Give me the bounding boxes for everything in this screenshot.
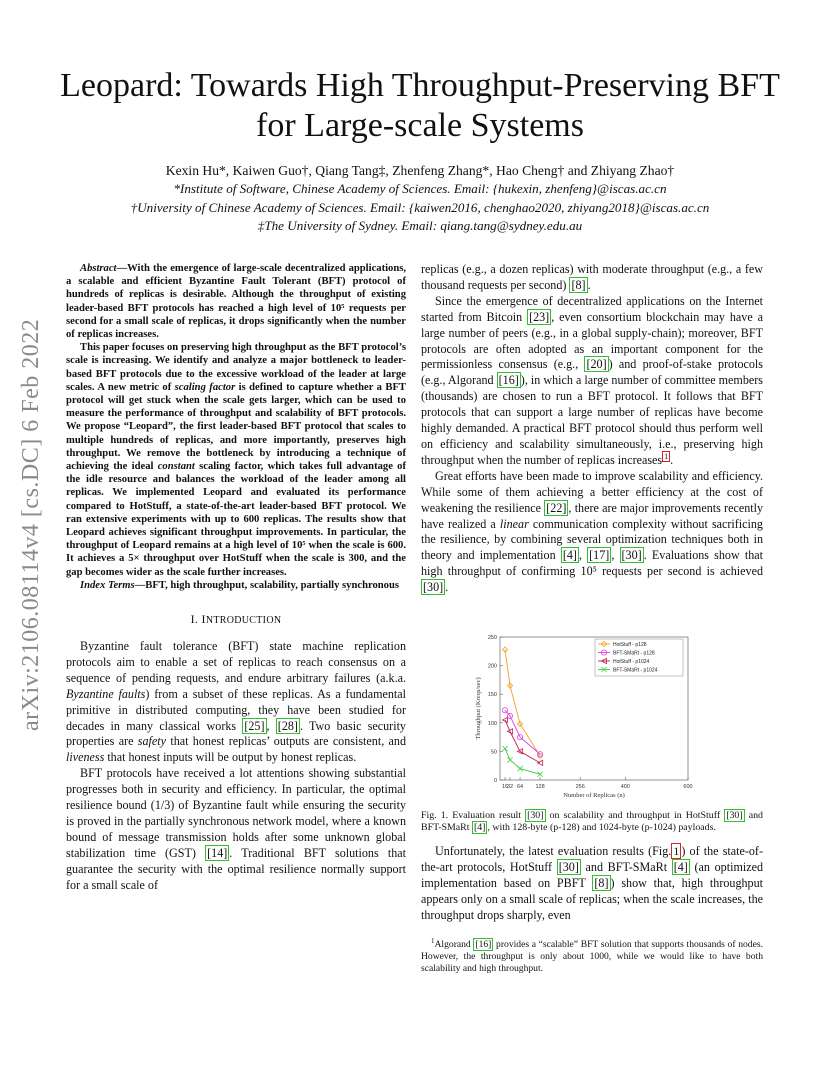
intro-em: safety — [137, 734, 167, 749]
footnote-link[interactable]: 1 — [664, 451, 669, 461]
abstract-text-1: —With the emergence of large-scale decentralized applications, a scalable and efficient Byzantine Fault Tolerant (BFT) protocol of hundreds of replicas is desirable. Although the throughput of existing leader-based BFT protocols has reached a high level of 10⁵ requests per second for a small scale of replicas, it drops significantly when the number of replicas increases. — [66, 263, 406, 341]
caption-text: on scalability and throughput in HotStuff — [545, 810, 725, 821]
body-text: Great efforts have been made to improve scalability and efficiency. While some of them achieving a better efficiency at the cost of weakening the resilience — [421, 468, 763, 515]
footnote-mark: 1 — [431, 937, 435, 945]
caption-text: and BFT-SMaRt — [421, 810, 763, 834]
y-tick-label: 250 — [487, 635, 497, 641]
left-column — [66, 262, 406, 893]
intro-paragraph-2 — [66, 766, 406, 893]
affiliation-iscas: *Institute of Software, Chinese Academy of Sciences. Email: {hukexin, zhenfeng}@iscas.ac.cn — [173, 181, 667, 196]
x-tick-label: 64 — [516, 784, 524, 790]
x-tick-label: 32 — [506, 784, 514, 790]
y-axis-label: Throughput (Kreqs/sec) — [475, 677, 482, 740]
footnote-body: provides a “scalable” BFT solution that supports thousands of nodes. However, the throughput is only about 1000, while we would like to have both scalability and high throughput. — [421, 939, 763, 975]
legend-label: BFT-SMaRt - p1024 — [613, 667, 658, 674]
body-text: . Evaluations show that high throughput of confirming 10⁵ requests per second is achieved — [421, 548, 764, 579]
right-paragraph-2 — [421, 469, 763, 596]
body-text: . — [670, 452, 674, 467]
citation-link[interactable]: [25] — [244, 718, 265, 733]
citation-link[interactable]: [30] — [527, 810, 544, 821]
right-paragraph-0 — [421, 262, 763, 294]
abstract-em-2: constant — [157, 461, 195, 473]
x-tick-label: 128 — [535, 784, 545, 790]
citation-link[interactable]: [16] — [498, 373, 519, 388]
title-line-2: for Large-scale Systems — [256, 107, 584, 144]
legend-label: HotStuff - p1024 — [613, 659, 650, 665]
body-text: communication complexity without sacrificing the resilience, by combining several optimization techniques both in theory and implementation — [421, 516, 763, 563]
right-paragraph-1 — [421, 294, 763, 469]
citation-link[interactable]: [30] — [558, 859, 579, 874]
y-tick-label: 200 — [487, 663, 497, 670]
body-text: ), in which a large number of committee members (thousands) are chosen to run a BFT protocol. It follows that BFT protocols that can support a large number of replicas have become highly demanded. A practical BFT protocol should thus perform well on efficiency and scalability simultaneously, i.e., preserving high throughput when the number of replicas increases — [421, 373, 763, 467]
abstract — [66, 262, 406, 592]
x-axis-label: Number of Replicas (n) — [563, 792, 625, 799]
intro-em: Byzantine faults — [66, 686, 146, 701]
y-tick-label: 50 — [490, 749, 497, 756]
body-text: . — [445, 580, 449, 595]
citation-link[interactable]: [22] — [546, 500, 567, 515]
abstract-label: Abstract — [80, 263, 117, 274]
abstract-text-2a: This paper focuses on preserving high throughput as the BFT protocol’s scale is increasing. We identify and analyze a major bottleneck to leader-based BFT protocols due to the excessive workload of the leader at large scales. A new metric of — [66, 342, 406, 393]
y-tick-label: 150 — [487, 692, 497, 699]
citation-link[interactable]: [30] — [726, 810, 743, 821]
caption-text: Fig. 1. Evaluation result — [421, 810, 526, 821]
citation-link[interactable]: [30] — [423, 580, 444, 595]
x-tick-label: 256 — [575, 784, 585, 790]
body-text: (an optimized implementation based on PBFT — [421, 859, 763, 890]
citation-link[interactable]: [14] — [207, 845, 228, 860]
body-text: . — [587, 277, 591, 292]
affiliation-sydney: ‡The University of Sydney. Email: qiang.tang@sydney.edu.au — [257, 218, 583, 233]
body-text: , even consortium blockchain may have a large number of peers (e.g., in a global supply-chain); moreover, BFT protocols are often adopted as an important component for the permissionless consensus (e.g., — [421, 309, 763, 372]
intro-text: that honest replicas’ outputs are consistent, and — [166, 734, 407, 749]
footnote-text — [421, 935, 763, 975]
intro-em: liveness — [66, 750, 105, 765]
figure-link[interactable]: 1 — [673, 844, 680, 858]
body-text: Unfortunately, the latest evaluation results (Fig. — [435, 844, 672, 858]
y-tick-label: 0 — [493, 778, 497, 784]
abstract-em-1: scaling factor — [174, 381, 236, 393]
intro-text: BFT protocols have received a lot attentions showing substantial progresses both in security and efficiency. In particular, the optimal resilience bound (1/3) of Byzantine fault while ensuring the security is proved in the partially synchronous network model, where a known bound of message transmission holds after some unknown global stabilization time (GST) — [66, 766, 406, 860]
body-text: replicas (e.g., a dozen replicas) with moderate throughput (e.g., a few thousand requests per second) — [421, 262, 763, 292]
citation-link[interactable]: [8] — [594, 875, 609, 890]
intro-paragraph-1 — [66, 639, 406, 766]
right-column — [421, 262, 763, 596]
citation-link[interactable]: [30] — [621, 548, 642, 563]
body-em: linear — [499, 516, 529, 531]
body-text: , — [578, 548, 588, 563]
abstract-paragraph-2 — [66, 341, 406, 579]
body-text: , there are major improvements recently have realized a — [421, 500, 764, 531]
legend-label: BFT-SMaRt - p128 — [613, 650, 655, 657]
body-text: and BFT-SMaRt — [580, 859, 672, 874]
paper-title — [60, 66, 780, 146]
intro-text: that honest inputs will be output by honest replicas. — [104, 750, 357, 765]
throughput-line-chart — [470, 632, 700, 807]
body-text: ) of the state-of-the-art protocols, HotStuff — [421, 844, 763, 874]
citation-link[interactable]: [8] — [571, 277, 586, 292]
citation-link[interactable]: [4] — [562, 548, 577, 563]
section-number: I. — [190, 612, 199, 627]
affiliation-ucas: †University of Chinese Academy of Sciences. Email: {kaiwen2016, chenghao2020, zhiyang2018}@iscas.ac.cn — [130, 200, 710, 215]
unfortunately-paragraph — [421, 844, 763, 924]
abstract-text-2b: is defined to capture whether a BFT protocol will get stuck when the scale gets larger, which can be used to measure the performance of throughput and scalability of BFT protocols. We propose “Leopard”, the first leader-based BFT protocol that scales to multiple hundreds of replicas, and more importantly, preserves high throughput. We remove the bottleneck by introducing a technique of achieving the ideal — [66, 381, 406, 473]
footnote-1 — [421, 935, 763, 975]
index-terms-text: —BFT, high throughput, scalability, partially synchronous — [134, 579, 399, 591]
section-title-first: I — [201, 612, 206, 627]
body-text: Since the emergence of decentralized applications on the Internet started from Bitcoin — [421, 293, 763, 324]
citation-link[interactable]: [17] — [589, 548, 610, 563]
citation-link[interactable]: [20] — [586, 357, 607, 372]
caption-text: , with 128-byte (p-128) and 1024-byte (p-1024) payloads. — [487, 822, 716, 834]
body-text: ) show that, high throughput appears only on a small scale of replicas; when the scale increases, the throughput drops sharply, even — [421, 875, 763, 922]
x-tick-label: 16 — [501, 784, 509, 790]
section-heading-introduction — [66, 612, 406, 629]
intro-text: . Two basic security properties are — [66, 718, 406, 749]
x-tick-label: 400 — [620, 784, 630, 790]
intro-text: Byzantine fault tolerance (BFT) state machine replication protocols aim to enable a set of replicas to reach consensus on a sequence of pending requests, and endure arbitrary failures (a.k.a. — [66, 638, 406, 685]
x-tick-label: 600 — [683, 784, 693, 790]
figure-1-caption — [421, 810, 763, 835]
citation-link[interactable]: [23] — [529, 309, 550, 324]
body-text: , — [611, 548, 620, 563]
legend-label: HotStuff - p128 — [613, 642, 647, 648]
intro-text: . Traditional BFT solutions that guarantee the security with the optimal resilience normally support for a small scale of — [66, 845, 407, 892]
intro-text: ) from a subset of these replicas. As a fundamental primitive in distributed computing, they have been studied for decades in many classical works — [66, 686, 406, 733]
citation-link[interactable]: [16] — [475, 939, 492, 951]
footnote-body: Algorand — [434, 939, 474, 951]
index-terms — [66, 579, 406, 592]
figure-1-chart — [470, 632, 700, 807]
abstract-text-2c: scaling factor, which takes full advantage of the idle resource and balances the workload of the leader among all replicas. We implemented Leopard and evaluated its performance compared to HotStuff, a state-of-the-art leader-based BFT protocol. We ran extensive experiments with up to 600 replicas. The results show that Leopard achieves significant throughput improvements. In particular, the throughput of Leopard remains at a high level of 10⁵ when the scale is 600. It achieves a 5× throughput over HotStuff when the scale is 300, and the gap becomes wider as the scale further increases. — [66, 461, 407, 578]
y-tick-label: 100 — [487, 720, 497, 727]
right-paragraph-3 — [421, 844, 763, 924]
intro-text: , — [266, 718, 276, 733]
arxiv-identifier: arXiv:2106.08114v4 [cs.DC] 6 Feb 2022 — [18, 318, 44, 732]
citation-link[interactable]: [28] — [277, 718, 298, 733]
index-terms-label: Index Terms — [80, 579, 135, 591]
title-line-1: Leopard: Towards High Throughput-Preserving BFT — [60, 67, 780, 104]
citation-link[interactable]: [4] — [673, 859, 688, 874]
body-text: ) and proof-of-stake protocols (e.g., Algorand — [421, 357, 763, 388]
section-title-rest: NTRODUCTION — [205, 615, 282, 627]
citation-link[interactable]: [4] — [473, 822, 486, 834]
author-list: Kexin Hu*, Kaiwen Guo†, Qiang Tang‡, Zhenfeng Zhang*, Hao Cheng† and Zhiyang Zhao† — [165, 163, 675, 178]
abstract-paragraph-1 — [66, 262, 406, 341]
